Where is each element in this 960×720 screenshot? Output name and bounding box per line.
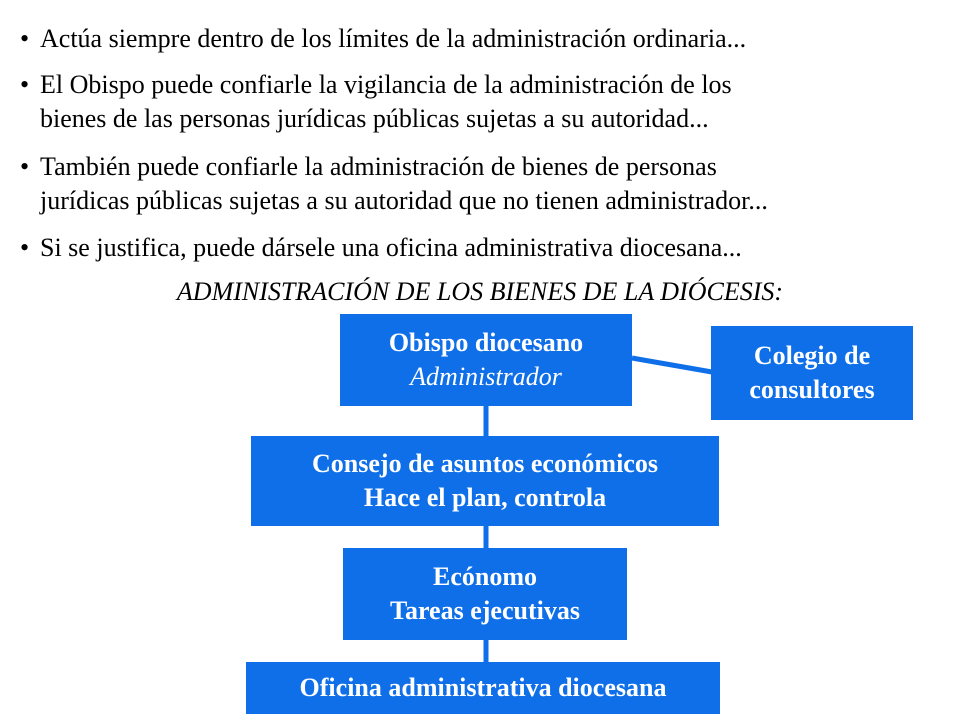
bullet-marker: • [20,233,30,262]
node-oficina-administrativa-diocesana [246,662,720,714]
node-title: Colegio de [753,341,871,370]
diagram-title: ADMINISTRACIÓN DE LOS BIENES DE LA DIÓCESIS: [176,277,784,306]
bullet-text: bienes de las personas jurídicas públicas sujetas a su autoridad... [40,104,709,133]
node-colegio-de-consultores [711,326,913,420]
bullet-text: jurídicas públicas sujetas a su autoridad que no tienen administrador... [40,186,768,215]
bullet-text: El Obispo puede confiarle la vigilancia de la administración de los [40,70,732,99]
node-subtitle: Tareas ejecutivas [390,596,580,625]
node-subtitle: Administrador [410,362,562,391]
bullet-text: Actúa siempre dentro de los límites de la administración ordinaria... [40,24,747,53]
bullet-marker: • [20,24,30,53]
node-consejo-de-asuntos-economicos [251,436,719,526]
node-title: Oficina administrativa diocesana [299,673,667,702]
node-title: Obispo diocesano [388,328,584,357]
node-title: Ecónomo [433,562,537,591]
bullet-marker: • [20,70,30,99]
connector-obispo-colegio [632,358,712,372]
node-economo [343,548,627,640]
bullet-text: Si se justifica, puede dársele una oficina administrativa diocesana... [40,233,742,262]
bullet-text: También puede confiarle la administración de bienes de personas [40,152,717,181]
bullet-marker: • [20,152,30,181]
node-title-line2: consultores [749,375,875,404]
node-title: Consejo de asuntos económicos [312,449,658,478]
node-obispo-diocesano [340,314,632,406]
node-subtitle: Hace el plan, controla [363,483,607,512]
